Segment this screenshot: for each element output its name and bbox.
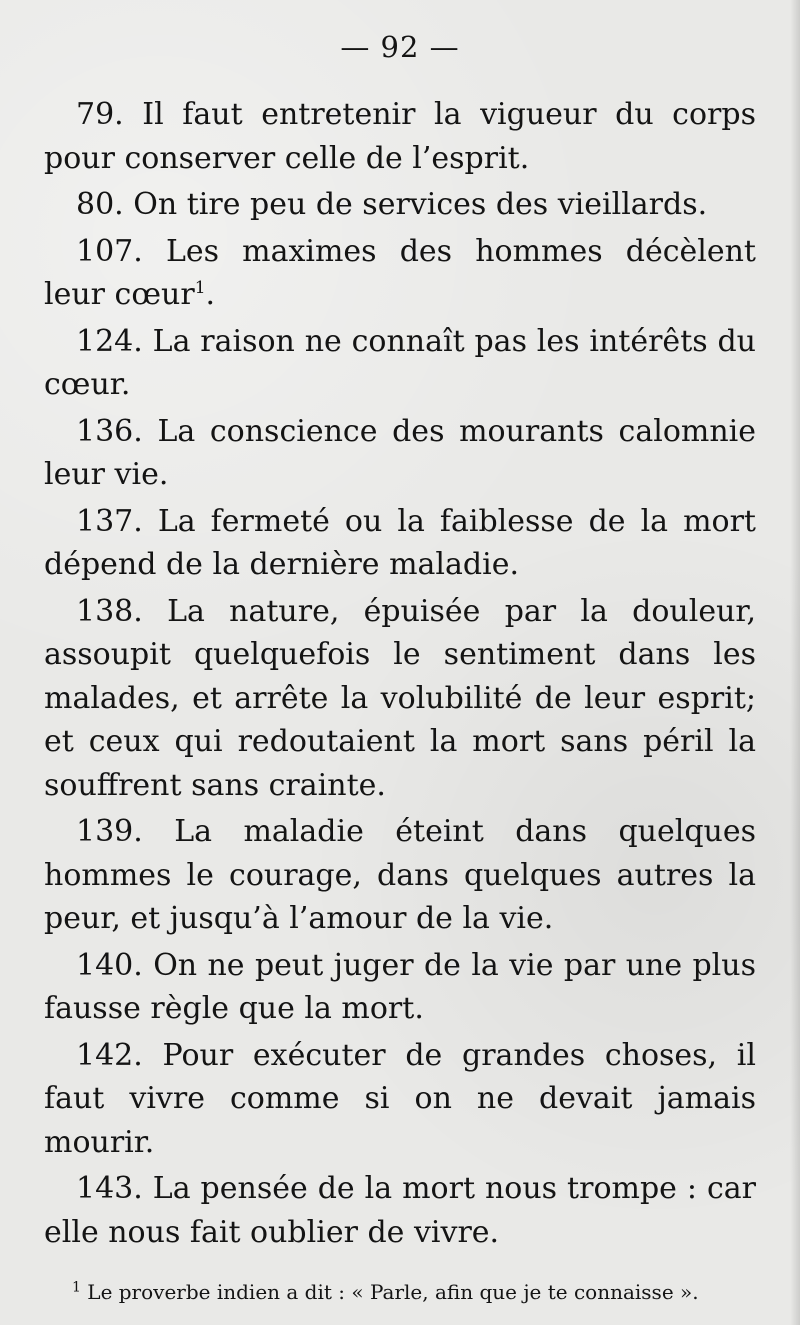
page-edge-shadow xyxy=(790,0,800,1325)
maxim-text: La nature, épuisée par la douleur, assoupit quelquefois le sentiment dans les malades, et arrête la volubilité de leur esprit; et ceux qui redoutaient la mort sans péril la souffrent sans crainte. xyxy=(44,593,756,803)
maxim-number: 107. xyxy=(76,233,143,269)
footnote-text: Le proverbe indien a dit : « Parle, afin que je te connaisse ». xyxy=(87,1280,699,1304)
maxim-text: On ne peut juger de la vie par une plus fausse règle que la mort. xyxy=(44,947,756,1026)
maxim-142 xyxy=(44,1034,756,1165)
maxim-139 xyxy=(44,810,756,941)
footnote-reference: 1 xyxy=(194,278,206,298)
maxim-137 xyxy=(44,500,756,587)
maxim-136 xyxy=(44,410,756,497)
maxim-text: On tire peu de services des vieillards. xyxy=(133,187,708,222)
maxim-text: La conscience des mourants calomnie leur vie. xyxy=(44,413,757,492)
maxim-text: Les maximes des hommes décèlent leur cœur xyxy=(44,233,756,312)
maxim-text: Pour exécuter de grandes choses, il faut vivre comme si on ne devait jamais mourir. xyxy=(44,1037,756,1160)
maxim-number: 143. xyxy=(76,1171,143,1206)
page-number: — 92 — xyxy=(340,30,460,64)
maxim-number: 80. xyxy=(76,187,124,222)
maxim-107 xyxy=(44,230,756,317)
maxim-number: 138. xyxy=(76,593,143,629)
maxim-143 xyxy=(44,1167,756,1254)
maxim-text: La pensée de la mort nous trompe : car elle nous fait oublier de vivre. xyxy=(44,1171,756,1250)
footnote-mark: 1 xyxy=(72,1279,81,1296)
maxim-text: La fermeté ou la faiblesse de la mort dépend de la dernière maladie. xyxy=(44,503,756,582)
maxim-138 xyxy=(44,590,756,808)
maxim-number: 137. xyxy=(76,503,143,539)
maxim-number: 124. xyxy=(76,323,143,359)
footnote xyxy=(44,1279,756,1306)
maxim-number: 79. xyxy=(76,97,124,132)
maxim-number: 136. xyxy=(76,413,143,449)
maxim-80 xyxy=(44,183,756,227)
maxim-text: La maladie éteint dans quelques hommes le courage, dans quelques autres la peur, et jusqu’à l’amour de la vie. xyxy=(44,814,756,936)
maxim-140 xyxy=(44,944,756,1031)
maxim-number: 140. xyxy=(76,947,143,983)
maxim-number: 142. xyxy=(76,1037,143,1073)
maxim-number: 139. xyxy=(76,814,143,849)
maxim-124 xyxy=(44,320,756,407)
maxim-punctuation: . xyxy=(205,277,216,312)
maxim-text: Il faut entretenir la vigueur du corps pour conserver celle de l’esprit. xyxy=(44,97,756,176)
maxim-79 xyxy=(44,93,756,180)
footnote-spacing xyxy=(44,1257,756,1269)
maxim-text: La raison ne connaît pas les intérêts du cœur. xyxy=(44,323,756,402)
